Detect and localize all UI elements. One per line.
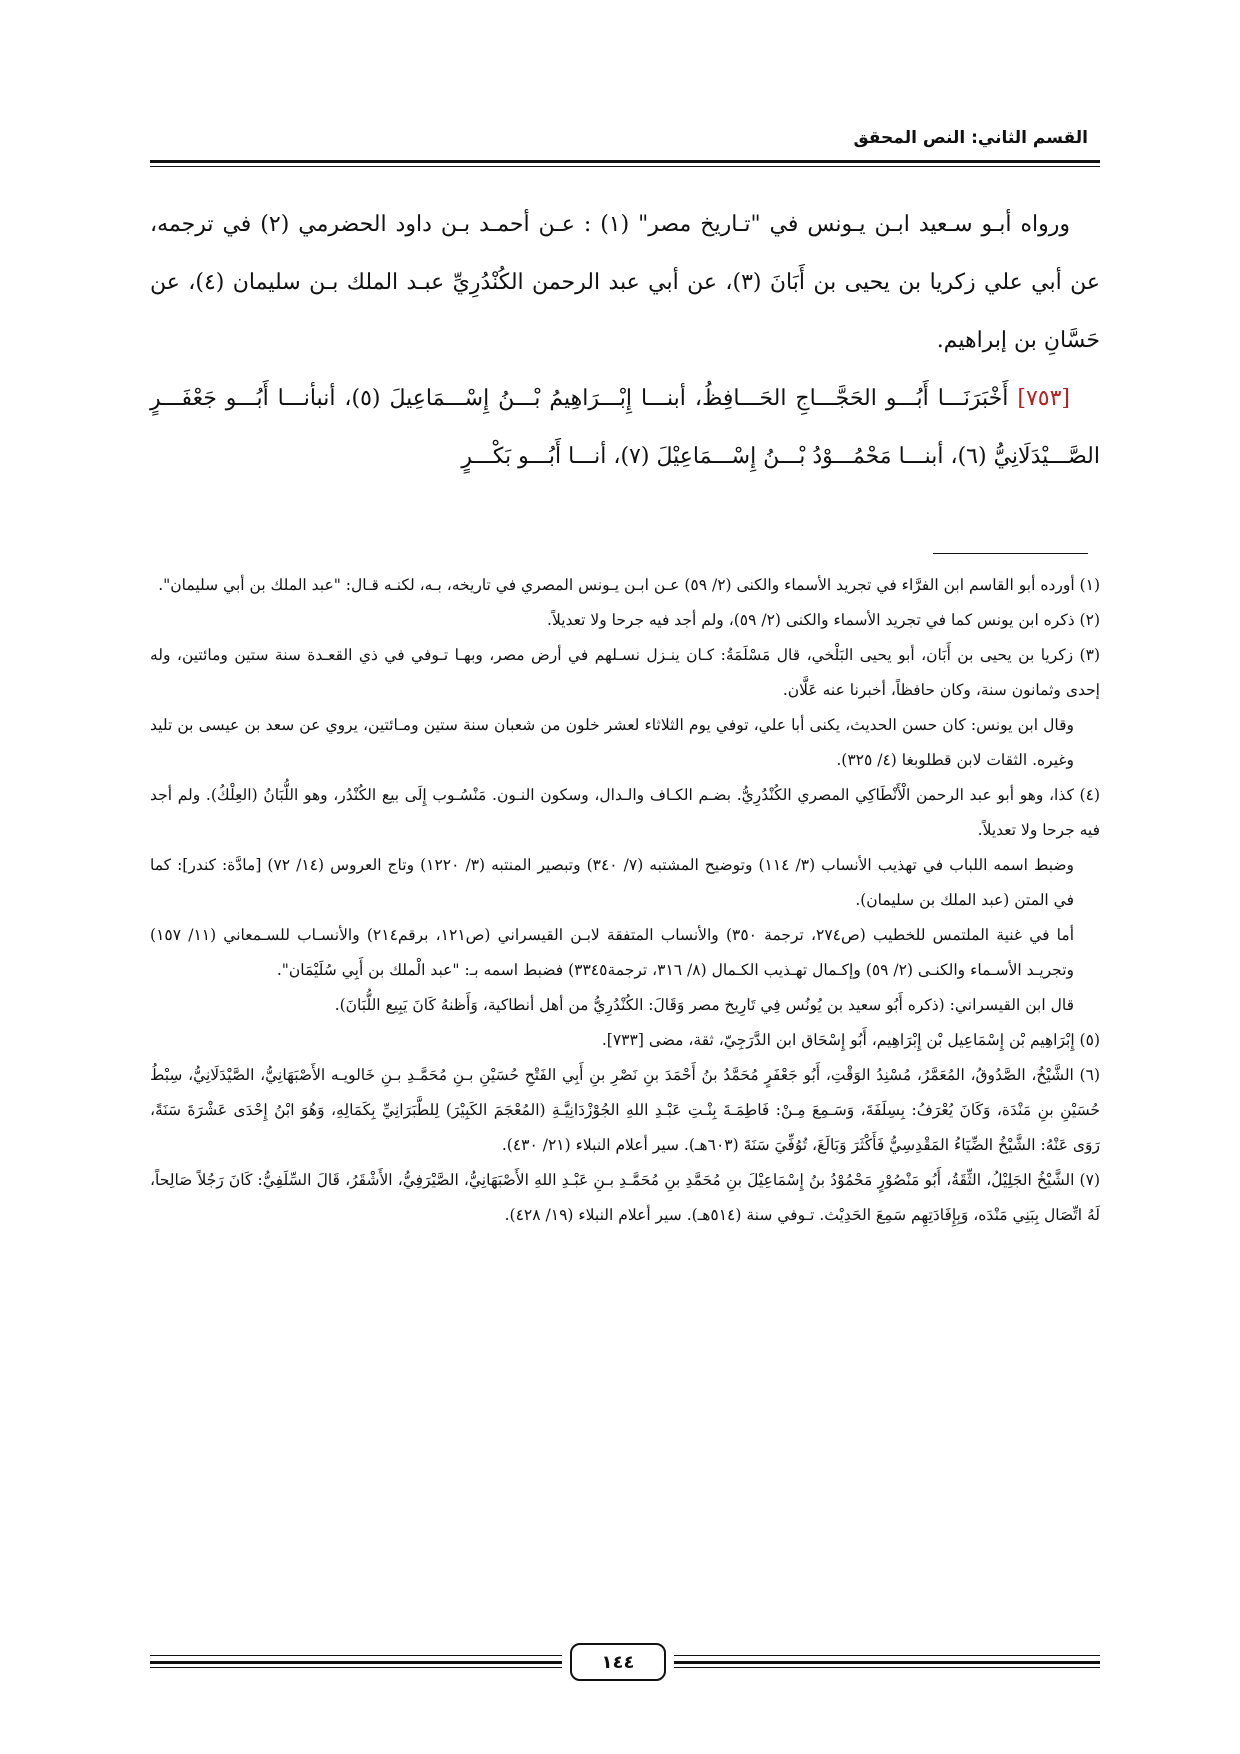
footnote-4-continued: قال ابن القيسراني: (ذكره أَبُو سعيد بن يُونُس فِي تَارِيخ مصر وَقَالَ: الكُنْدُرِيُّ من أهل أنطاكية، وَأَظنهُ كَانَ يَبِيع اللُّبَانَ). (334, 996, 1074, 1014)
footnote-separator (933, 553, 1088, 554)
footnote-3: (٣) زكريا بن يحيى بن أَبَان، أبو يحيى البَلْخي، قال مَسْلَمَةُ: كـان ينـزل نسـلهم في أرض مصر، وبهـا تـوفي في ذي القعـدة سنة ستين ومائتين، وله إحدى وثمانون سنة، وكان حافظاً، أخبرنا عنه عَلَّان. (150, 646, 1100, 699)
footnote-4-continued: أما في غنية الملتمس للخطيب (ص٢٧٤، ترجمة ٣٥٠) والأنساب المتفقة لابـن القيسراني (ص١٢١، برقم٢١٤) والأنسـاب للسـمعاني (١١/ ١٥٧) وتجريـد الأسـماء والكنـى (٢/ ٥٩) وإكـمال تهـذيب الكـمال (٨/ ٣١٦، ترجمة٣٣٤٥) فضبط اسمه بـ: "عبد الْملك بن أَبِي سُلَيْمَان". (150, 926, 1075, 979)
footnotes (150, 568, 1100, 1233)
footnote-6: (٦) الشَّيْخُ، الصَّدُوقُ، المُعَمَّرُ، مُسْنِدُ الوَقْتِ، أَبُو جَعْفَرٍ مُحَمَّدُ بنُ أَحْمَدَ بنِ نَصْرِ بنِ أَبِي الفَتْحِ حُسَيْنِ بـنِ مُحَمَّـدِ بـنِ خَالويـه الأَصْبَهَانِيُّ، الصَّيْدَلَانِيُّ، سِبْطُ حُسَيْنِ بنِ مَنْدَة، وَكَانَ يُعْرَفُ: بِسِلَفَةَ، وَسَـمِعَ مِـنْ: فَاطِمَـةَ بِنْـتِ عَبْـدِ اللهِ الجُوْزْدَانِيَّـةِ (المُعْجَمَ الكَبِيْرَ) لِلطَّبَرَانِيِّ بِكَمَالِهِ، وَهُوَ ابْنُ إِحْدَى عَشْرَةَ سَنَةً، رَوَى عَنْهُ: الشَّيْخُ الضِّيَاءُ المَقْدِسِيُّ فَأَكْثَرَ وَبَالَغَ، تُوُفِّيَ سَنَةَ (٦٠٣هـ). سير أعلام النبلاء (٢١/ ٤٣٠). (150, 1066, 1100, 1154)
footnote-7: (٧) الشَّيْخُ الجَلِيْلُ، الثِّقَةُ، أَبُو مَنْصُوْرٍ مَحْمُوْدُ بنُ إِسْمَاعِيْلَ بنِ مُحَمَّدِ بنِ مُحَمَّـدِ بـنِ عَبْـدِ اللهِ الأَصْبَهَانِيُّ، الصَّيْرَفِيُّ، الأَشْقَرُ، قَالَ السِّلَفِيُّ: كَانَ رَجُلاً صَالِحاً، لَهُ اتِّصَال بِبَنِي مَنْدَه، وَبِإِفَادَتِهِم سَمِعَ الحَدِيْث. تـوفي سنة (٥١٤هـ). سير أعلام النبلاء (١٩/ ٤٢٨). (150, 1171, 1100, 1224)
page-header-title: القسم الثاني: النص المحقق (853, 128, 1088, 148)
header-rule-thin (150, 166, 1100, 167)
main-text (150, 196, 1100, 486)
header-rule (150, 160, 1100, 163)
hadith-paragraph (150, 370, 1100, 486)
hadith-number: [٧٥٣] (1017, 386, 1070, 411)
footer-rule-left (150, 1655, 562, 1656)
footer-rule-right (674, 1655, 1100, 1656)
footnote-4-continued: وضبط اسمه اللباب في تهذيب الأنساب (٣/ ١١٤) وتوضيح المشتبه (٧/ ٣٤٠) وتبصير المنتبه (٣/ ١٢٢٠) وتاج العروس (١٤/ ٧٢) [مادَّة: كندر]: كما في المتن (عبد الملك بن سليمان). (150, 856, 1075, 909)
footnote-2: (٢) ذكره ابن يونس كما في تجريد الأسماء والكنى (٢/ ٥٩)، ولم أجد فيه جرحا ولا تعديلاً. (547, 611, 1100, 629)
footer-rule-right-thick (674, 1661, 1100, 1664)
main-paragraph: ورواه أبـو سـعيد ابـن يـونس في "تـاريخ مصر" (١) : عـن أحمـد بـن داود الحضرمي (٢) في ترجمه، عن أبي علي زكريا بن يحيى بن أَبَانَ (٣)، عن أبي عبد الرحمن الكُنْدُرِيِّ عبـد الملك بـن سليمان (٤)، عن حَسَّانِ بن إبراهيم. (150, 212, 1100, 353)
footnote-3-continued: وقال ابن يونس: كان حسن الحديث، يكنى أبا علي، توفي يوم الثلاثاء لعشر خلون من شعبان سنة ستين ومـائتين، يروي عن سعد بن عيسى بن تليد وغيره. الثقات لابن قطلوبغا (٤/ ٣٢٥). (150, 716, 1074, 769)
footnote-1: (١) أورده أبو القاسم ابن الفرَّاء في تجريد الأسماء والكنى (٢/ ٥٩) عـن ابـن يـونس المصري في تاريخه، بـه، لكنـه قـال: "عبد الملك بن أبي سليمان". (158, 576, 1100, 594)
hadith-chain: أَخْبَرَنَـــا أَبُـــو الحَجَّـــاجِ الحَـــافِظُ، أبنـــا إِبْـــرَاهِيمُ بْـــنُ إِسْـــمَاعِيلَ (٥)، أنبأنـــا أَبُـــو جَعْفَـــرٍ الصَّـــيْدَلَانِيُّ (٦)، أبنـــا مَحْمُـــوْدُ بْـــنُ إِسْـــمَاعِيْلَ (٧)، أنـــا أَبُـــو بَكْـــرٍ (150, 386, 1100, 469)
footer-rule-left (150, 1667, 562, 1668)
footnote-4: (٤) كذا، وهو أبو عبد الرحمن الْأَنْطَاكِي المصري الكُنْدُرِيُّ. بضـم الكـاف والـدال، وسكون النـون. مَنْسُـوب إِلَى بيع الكُنْدُر، وهو اللُّبَانُ (العِلْكُ). ولم أجد فيه جرحا ولا تعديلاً. (150, 786, 1100, 839)
footer-rule-right (674, 1667, 1100, 1668)
footer-rule-left-thick (150, 1661, 562, 1664)
page-number: ١٤٤ (570, 1643, 666, 1681)
footnote-5: (٥) إِبْرَاهِيم بْن إِسْمَاعِيل بْن إِبْرَاهِيم، أَبُو إِسْحَاق ابن الدَّرَجِيّ، ثقة، مضى [٧٣٣]. (601, 1031, 1100, 1049)
